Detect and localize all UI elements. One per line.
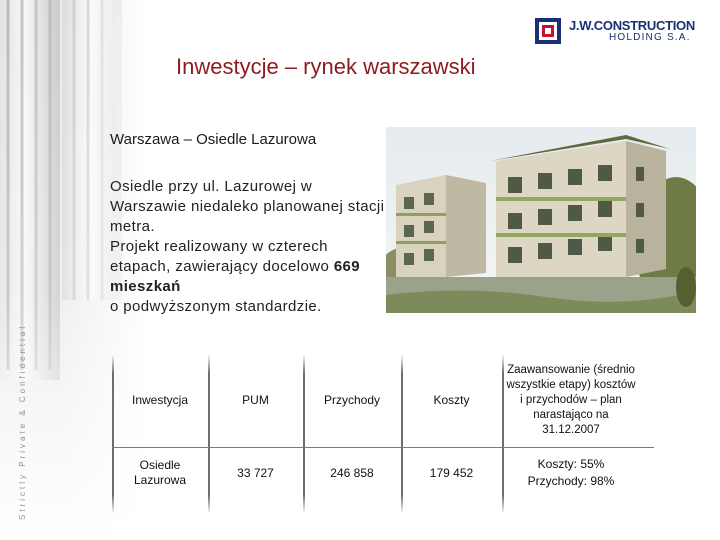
page-title: Inwestycje – rynek warszawski	[176, 54, 476, 79]
description-bold: 669 mieszkań	[110, 258, 361, 295]
progress-costs: Koszty: 55%	[537, 457, 605, 471]
logo-mark-icon	[535, 18, 561, 44]
header-costs: Koszty	[433, 393, 470, 407]
page-subtitle: Warszawa – Osiedle Lazurowa	[110, 131, 317, 148]
header-investment: Inwestycja	[131, 393, 189, 407]
cell-costs: 179 452	[429, 465, 474, 480]
header-progress: Zaawansowanie (średnio wszystkie etapy) kosztów i przychodów – plan narastająco na 31.12.2007	[506, 364, 636, 436]
company-logo	[535, 16, 705, 46]
description-part3: o podwyższonym standardzie.	[110, 298, 322, 315]
investment-table	[112, 354, 654, 514]
description-part1: Osiedle przy ul. Lazurowej w Warszawie niedaleko planowanej stacji metra.	[110, 178, 385, 235]
logo-line1: J.W.CONSTRUCTION	[569, 18, 695, 33]
cell-investment: Osiedle Lazurowa	[133, 458, 187, 487]
cell-revenue: 246 858	[330, 465, 374, 480]
header-pum: PUM	[242, 393, 269, 407]
description-part2: Projekt realizowany w czterech etapach, zawierający docelowo	[110, 238, 330, 275]
project-description	[110, 177, 390, 317]
building-photo	[386, 127, 696, 313]
cell-progress	[504, 448, 638, 498]
header-revenue: Przychody	[323, 393, 381, 407]
logo-line2: HOLDING S.A.	[609, 32, 691, 43]
cell-pum: 33 727	[237, 465, 274, 480]
progress-revenue: Przychody: 98%	[527, 474, 615, 488]
confidential-side-text: Strictly Private & Confidential	[18, 323, 27, 520]
